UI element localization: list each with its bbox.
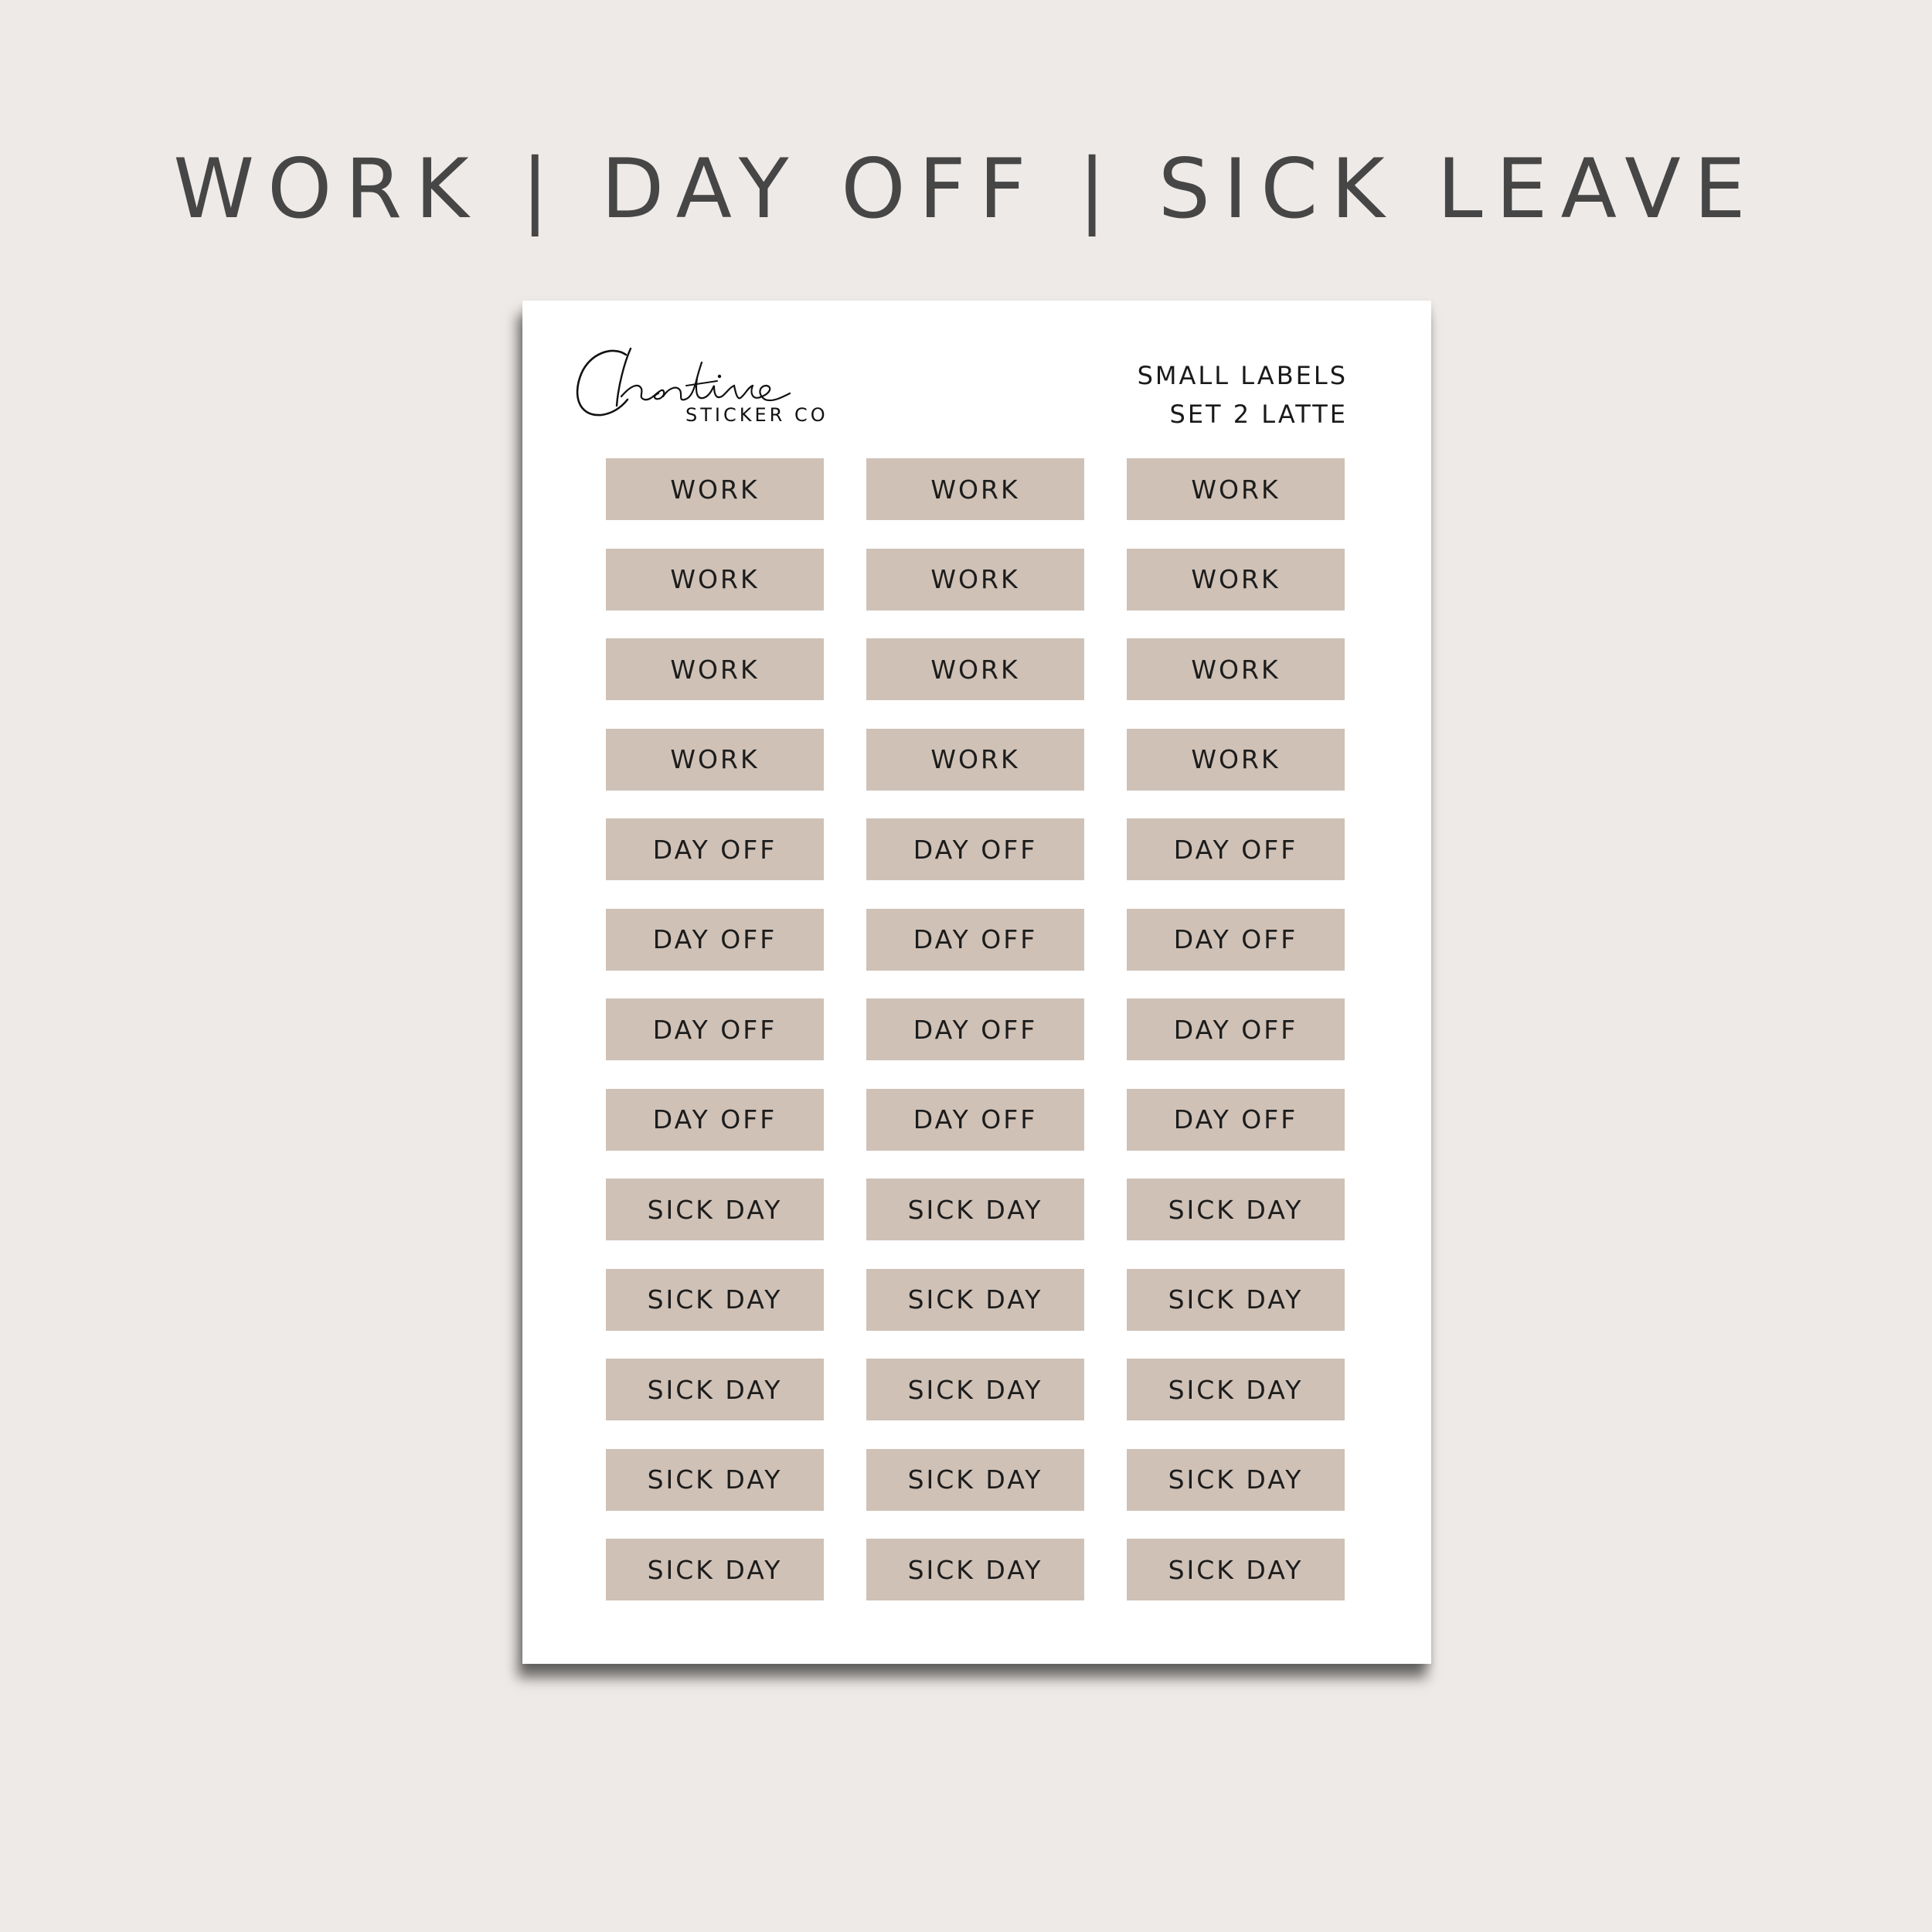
sticker-label: DAY OFF	[606, 909, 824, 971]
sticker-label: SICK DAY	[866, 1359, 1084, 1420]
sticker-label: SICK DAY	[866, 1179, 1084, 1240]
sticker-label: SICK DAY	[606, 1539, 824, 1600]
sticker-label: SICK DAY	[606, 1449, 824, 1511]
sticker-label: SICK DAY	[866, 1449, 1084, 1511]
sticker-label: DAY OFF	[606, 998, 824, 1060]
sticker-label: SICK DAY	[606, 1359, 824, 1420]
label-grid	[606, 458, 1348, 1600]
page-heading: WORK | DAY OFF | SICK LEAVE	[173, 141, 1759, 236]
sticker-label: SICK DAY	[866, 1539, 1084, 1600]
sticker-label: SICK DAY	[606, 1179, 824, 1240]
sticker-label: WORK	[606, 729, 824, 791]
sticker-label: WORK	[606, 549, 824, 611]
sticker-label: DAY OFF	[1127, 998, 1345, 1060]
sticker-label: DAY OFF	[606, 818, 824, 880]
sticker-label: WORK	[1127, 549, 1345, 611]
sticker-label: WORK	[1127, 638, 1345, 700]
sticker-label: SICK DAY	[866, 1269, 1084, 1331]
sticker-label: SICK DAY	[1127, 1539, 1345, 1600]
sticker-label: SICK DAY	[1127, 1449, 1345, 1511]
sheet-info	[1138, 356, 1348, 434]
sticker-label: DAY OFF	[606, 1089, 824, 1151]
sticker-label: DAY OFF	[866, 998, 1084, 1060]
sticker-label: WORK	[866, 458, 1084, 520]
sticker-label: WORK	[1127, 729, 1345, 791]
sticker-label: DAY OFF	[866, 1089, 1084, 1151]
sticker-label: DAY OFF	[866, 909, 1084, 971]
sticker-label: WORK	[1127, 458, 1345, 520]
brand-logo	[570, 332, 828, 432]
sticker-label: WORK	[606, 638, 824, 700]
sticker-sheet	[522, 301, 1431, 1664]
sticker-label: WORK	[866, 638, 1084, 700]
sheet-info-line1: SMALL LABELS	[1137, 361, 1348, 390]
sticker-label: DAY OFF	[866, 818, 1084, 880]
sticker-label: SICK DAY	[1127, 1269, 1345, 1331]
sticker-label: DAY OFF	[1127, 1089, 1345, 1151]
sticker-label: SICK DAY	[606, 1269, 824, 1331]
sheet-info-line2: SET 2 LATTE	[1169, 400, 1348, 429]
sticker-label: SICK DAY	[1127, 1359, 1345, 1420]
sticker-label: WORK	[606, 458, 824, 520]
sticker-label: DAY OFF	[1127, 818, 1345, 880]
sticker-label: DAY OFF	[1127, 909, 1345, 971]
sticker-label: WORK	[866, 549, 1084, 611]
brand-subtitle: STICKER CO	[685, 404, 828, 426]
sticker-label: WORK	[866, 729, 1084, 791]
sticker-label: SICK DAY	[1127, 1179, 1345, 1240]
